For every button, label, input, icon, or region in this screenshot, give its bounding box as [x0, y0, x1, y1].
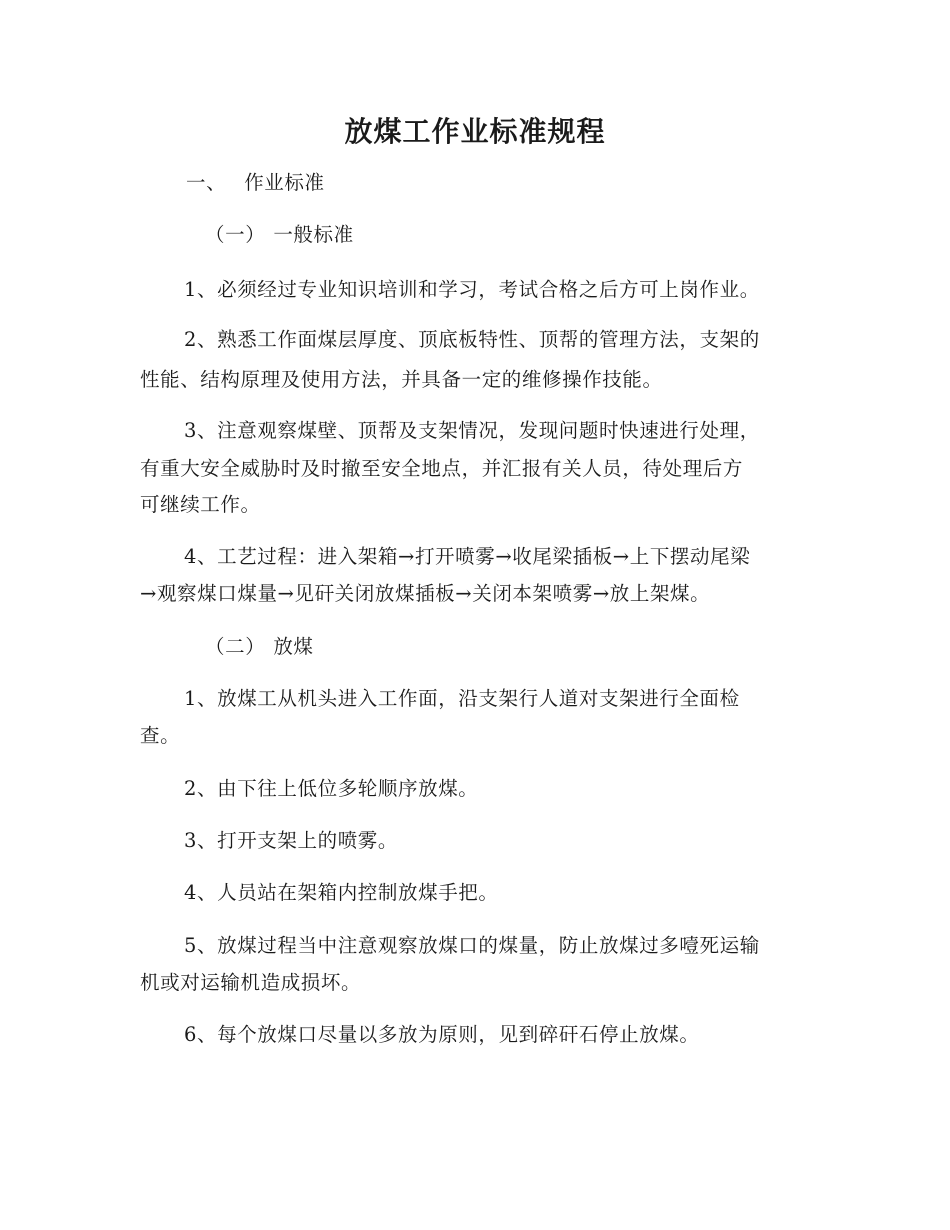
paragraph-general-4-line-2: →观察煤口煤量→见矸关闭放煤插板→关闭本架喷雾→放上架煤。 [140, 582, 711, 605]
subsection-number: （二） [205, 635, 266, 658]
paragraph-coal-6: 6、每个放煤口尽量以多放为原则，见到碎矸石停止放煤。 [184, 1023, 700, 1046]
paragraph-coal-1-line-2: 查。 [140, 724, 181, 747]
paragraph-coal-5-line-1: 5、放煤过程当中注意观察放煤口的煤量，防止放煤过多噎死运输 [184, 934, 760, 957]
section-label: 作业标准 [244, 171, 325, 194]
paragraph-coal-2: 2、由下往上低位多轮顺序放煤。 [184, 777, 479, 800]
paragraph-coal-1-line-1: 1、放煤工从机头进入工作面，沿支架行人道对支架进行全面检 [184, 687, 740, 710]
paragraph-general-2-line-2: 性能、结构原理及使用方法，并具备一定的维修操作技能。 [140, 368, 663, 391]
paragraph-general-3-line-3: 可继续工作。 [140, 493, 261, 516]
page-title: 放煤工作业标准规程 [344, 115, 606, 148]
subsection-label: 一般标准 [273, 223, 354, 246]
paragraph-coal-5-line-2: 机或对运输机造成损坏。 [140, 971, 362, 994]
paragraph-general-3-line-2: 有重大安全威胁时及时撤至安全地点，并汇报有关人员，待处理后方 [140, 457, 744, 480]
subsection-number: （一） [205, 223, 266, 246]
paragraph-coal-3: 3、打开支架上的喷雾。 [184, 829, 399, 852]
subsection-heading-1 [205, 222, 354, 248]
paragraph-general-3-line-1: 3、注意观察煤壁、顶帮及支架情况，发现问题时快速进行处理， [184, 419, 760, 442]
section-heading-1 [186, 170, 325, 196]
subsection-heading-2 [205, 634, 314, 660]
paragraph-coal-4: 4、人员站在架箱内控制放煤手把。 [184, 881, 499, 904]
paragraph-general-1: 1、必须经过专业知识培训和学习，考试合格之后方可上岗作业。 [184, 278, 760, 301]
paragraph-general-2-line-1: 2、熟悉工作面煤层厚度、顶底板特性、顶帮的管理方法，支架的 [184, 328, 760, 351]
section-number: 一、 [186, 171, 227, 194]
subsection-label: 放煤 [273, 635, 314, 658]
paragraph-general-4-line-1: 4、工艺过程：进入架箱→打开喷雾→收尾梁插板→上下摆动尾梁 [184, 545, 751, 568]
